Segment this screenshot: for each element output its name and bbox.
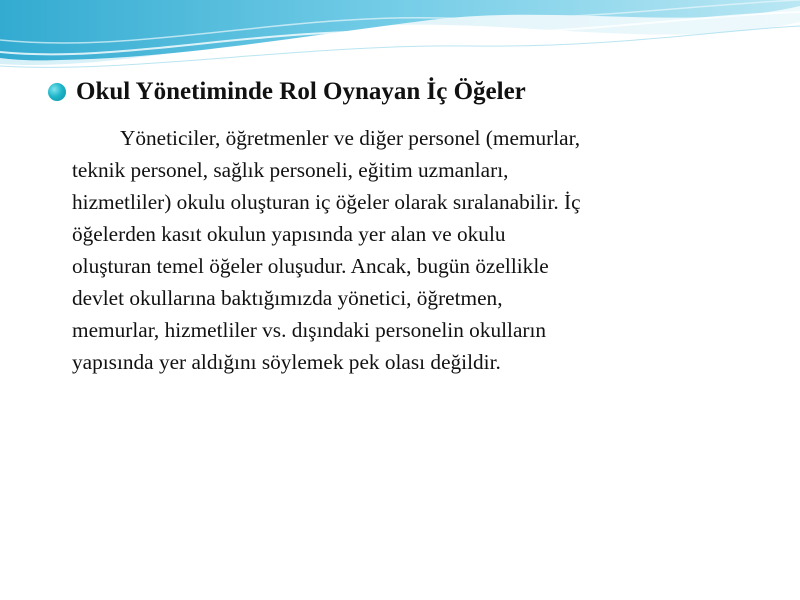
heading-row <box>48 78 526 106</box>
paragraph-line: öğelerden kasıt okulun yapısında yer alan ve okulu <box>72 222 506 246</box>
wave-header-decoration <box>0 0 800 80</box>
paragraph-line: Yöneticiler, öğretmenler ve diğer personel (memurlar, <box>120 126 581 150</box>
bullet-dot-icon <box>48 83 66 101</box>
paragraph-line: teknik personel, sağlık personeli, eğitim uzmanları, <box>72 158 509 182</box>
slide-body-paragraph <box>72 122 762 378</box>
paragraph-line: oluşturan temel öğeler oluşudur. Ancak, bugün özellikle <box>72 254 549 278</box>
paragraph-line: hizmetliler) okulu oluşturan iç öğeler olarak sıralanabilir. İç <box>72 190 581 214</box>
paragraph-line: devlet okullarına baktığımızda yönetici, öğretmen, <box>72 286 503 310</box>
slide-heading: Okul Yönetiminde Rol Oynayan İç Öğeler <box>76 78 526 105</box>
paragraph-line: yapısında yer aldığını söylemek pek olası değildir. <box>72 350 501 374</box>
paragraph-line: memurlar, hizmetliler vs. dışındaki personelin okulların <box>72 318 547 342</box>
